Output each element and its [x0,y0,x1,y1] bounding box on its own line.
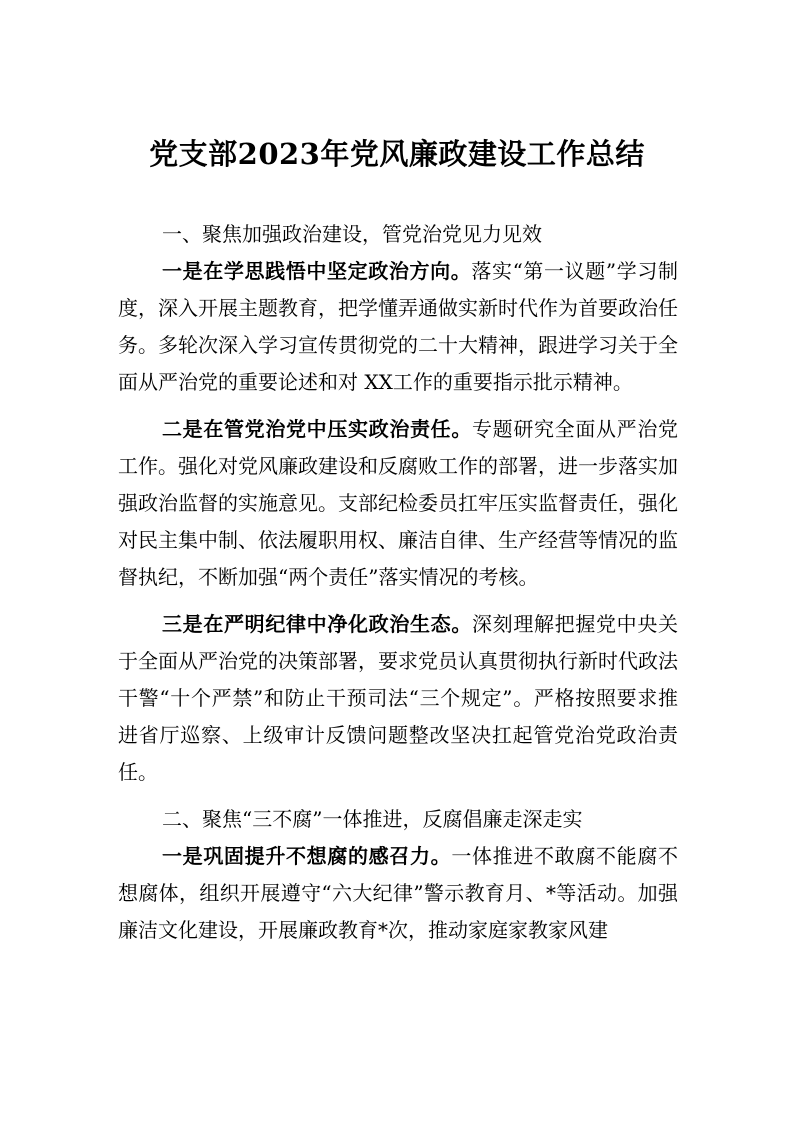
document-body [118,216,678,949]
paragraph-lead: 一是巩固提升不想腐的感召力。 [162,844,452,868]
paragraph-lead: 三是在严明纪律中净化政治生态。 [162,612,472,636]
section-heading-2: 二、聚焦“三不腐”一体推进，反腐倡廉走深走实 [162,807,583,831]
paragraph-2-1 [118,838,678,949]
paragraph-text: 深刻理解把握党中央关于全面从严治党的决策部署，要求党员认真贯彻执行新时代政法干警“十个严禁”和防止干预司法“三个规定”。严格按照要求推进省厅巡察、上级审计反馈问题整改坚决扛起管党治党政治责任。 [118,612,678,784]
paragraph-1-2 [118,411,678,596]
section-heading-1: 一、聚焦加强政治建设，管党治党见力见效 [162,222,542,246]
paragraph-text: 一体推进不敢腐不能腐不想腐体，组织开展遵守“六大纪律”警示教育月、*等活动。加强廉洁文化建设，开展廉政教育*次，推动家庭家教家风建 [118,844,679,942]
document-title: 党支部2023年党风廉政建设工作总结 [149,137,645,171]
paragraph-text: 落实“第一议题”学习制度，深入开展主题教育，把学懂弄通做实新时代作为首要政治任务。多轮次深入学习宣传贯彻党的二十大精神，跟进学习关于全面从严治党的重要论述和对 XX工作的重要指示批示精神。 [118,259,678,394]
paragraph-1-3 [118,606,678,791]
paragraph-1-1 [118,253,678,401]
paragraph-lead: 二是在管党治党中压实政治责任。 [162,417,472,441]
paragraph-lead: 一是在学思践悟中坚定政治方向。 [162,259,472,283]
paragraph-text: 专题研究全面从严治党工作。强化对党风廉政建设和反腐败工作的部署，进一步落实加强政治监督的实施意见。支部纪检委员扛牢压实监督责任，强化对民主集中制、依法履职用权、廉洁自律、生产经营等情况的监督执纪，不断加强“两个责任”落实情况的考核。 [118,417,678,589]
